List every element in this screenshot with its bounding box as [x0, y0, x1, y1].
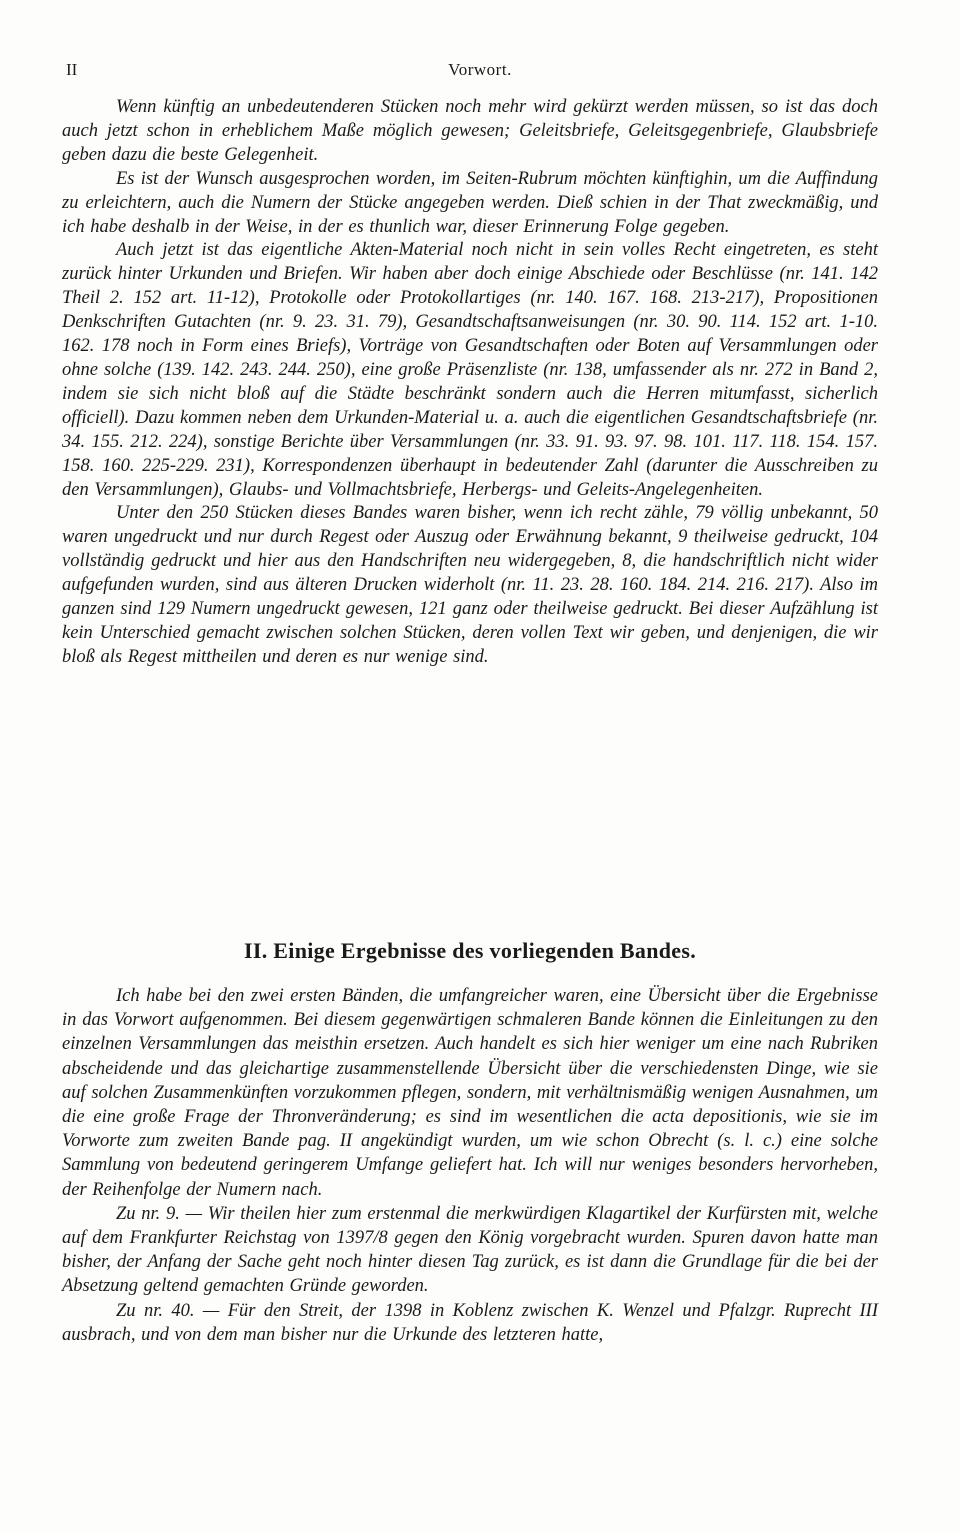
paragraph: Wenn künftig an unbedeutenderen Stücken noch mehr wird gekürzt werden müssen, so ist das doch auch jetzt schon in erheblichem Maße möglich gewesen; Geleitsbriefe, Geleitsgegenbriefe, Glaubsbriefe geben dazu die beste Gelegenheit.	[62, 97, 878, 165]
section-text	[62, 984, 878, 1347]
section-results	[62, 936, 878, 1347]
section-heading: II. Einige Ergebnisse des vorliegenden Bandes.	[243, 938, 697, 963]
paragraph: Zu nr. 40. — Für den Streit, der 1398 in Koblenz zwischen K. Wenzel und Pfalzgr. Ruprecht III ausbrach, und von dem man bisher nur die Urkunde des letzteren hatte,	[62, 1300, 878, 1345]
running-title: Vorwort.	[448, 60, 512, 79]
paragraph: Es ist der Wunsch ausgesprochen worden, im Seiten-Rubrum möchten künftighin, um die Auffindung zu erleichtern, auch die Numern der Stücke angegeben werden. Dieß schien in der That zweckmäßig, und ich habe deshalb in der Weise, in der es thunlich war, dieser Erinnerung Folge gegeben.	[62, 168, 878, 237]
page-number: II	[66, 60, 78, 79]
paragraph: Unter den 250 Stücken dieses Bandes waren bisher, wenn ich recht zähle, 79 völlig unbekannt, 50 waren ungedruckt und nur durch Regest oder Auszug oder Erwähnung bekannt, 9 theilweise gedruckt, 104 vollständig gedruckt und hier aus den Handschriften neu widergegeben, 8, die handschriftlich nicht wider aufgefunden wurden, sind aus älteren Drucken widerholt (nr. 11. 23. 28. 160. 184. 214. 216. 217). Also im ganzen sind 129 Numern ungedruckt gewesen, 121 ganz oder theilweise gedruckt. Bei dieser Aufzählung ist kein Unterschied gemacht zwischen solchen Stücken, deren vollen Text wir geben, und denjenigen, die wir bloß als Regest mittheilen und deren es nur wenige sind.	[62, 503, 878, 667]
running-head	[66, 60, 894, 86]
paragraph: Zu nr. 9. — Wir theilen hier zum erstenmal die merkwürdigen Klagartikel der Kurfürsten mit, welche auf dem Frankfurter Reichstag von 1397/8 gegen den König vorgebracht wurden. Spuren davon hatte man bisher, der Anfang der Sache geht noch hinter diesen Tag zurück, es ist dann die Grundlage für die bei der Absetzung geltend gemachten Gründe geworden.	[62, 1203, 878, 1297]
paragraph: Auch jetzt ist das eigentliche Akten-Material noch nicht in sein volles Recht eingetreten, es steht zurück hinter Urkunden und Briefen. Wir haben aber doch einige Abschiede oder Beschlüsse (nr. 141. 142 Theil 2. 152 art. 11-12), Protokolle oder Protokollartiges (nr. 140. 167. 168. 213-217), Propositionen Denkschriften Gutachten (nr. 9. 23. 31. 79), Gesandtschaftsanweisungen (nr. 30. 90. 114. 152 art. 1-10. 162. 178 noch in Form eines Briefs), Vorträge von Gesandtschaften oder Boten auf Versammlungen oder ohne solche (139. 142. 243. 244. 250), eine große Präsenzliste (nr. 138, umfassender als nr. 272 in Band 2, indem sie sich nicht bloß auf die Städte beschränkt sondern auch die Herren mitumfasst, sicherlich officiell). Dazu kommen neben dem Urkunden-Material u. a. auch die eigentlichen Gesandtschaftsbriefe (nr. 34. 155. 212. 224), sonstige Berichte über Versammlungen (nr. 33. 91. 93. 97. 98. 101. 117. 118. 154. 157. 158. 160. 225-229. 231), Korrespondenzen überhaupt in bedeutender Zahl (darunter die Ausschreiben zu den Versammlungen), Glaubs- und Vollmachtsbriefe, Herbergs- und Geleits-Angelegenheiten.	[62, 240, 878, 500]
paragraph: Ich habe bei den zwei ersten Bänden, die umfangreicher waren, eine Übersicht über die Ergebnisse in das Vorwort aufgenommen. Bei diesem gegenwärtigen schmaleren Bande können die Einleitungen zu den einzelnen Versammlungen das meisthin ersetzen. Auch handelt es sich hier weniger um eine nach Rubriken abscheidende und das gleichartige zusammenstellende Übersicht über die verschiedensten Dinge, wie sie auf solchen Zusammenkünften vorzukommen pflegen, sondern, mit verhältnismäßig wenigen Ausnahmen, um die eine große Frage der Thronveränderung; es sind im wesentlichen die acta depositionis, wie sie im Vorworte zum zweiten Bande pag. II angekündigt wurden, um wie schon Obrecht (s. l. c.) eine solche Sammlung von bedeutend geringerem Umfange geliefert hat. Ich will nur weniges besonders hervorheben, der Reihenfolge der Numern nach.	[62, 986, 878, 1200]
preface-text	[62, 96, 878, 670]
